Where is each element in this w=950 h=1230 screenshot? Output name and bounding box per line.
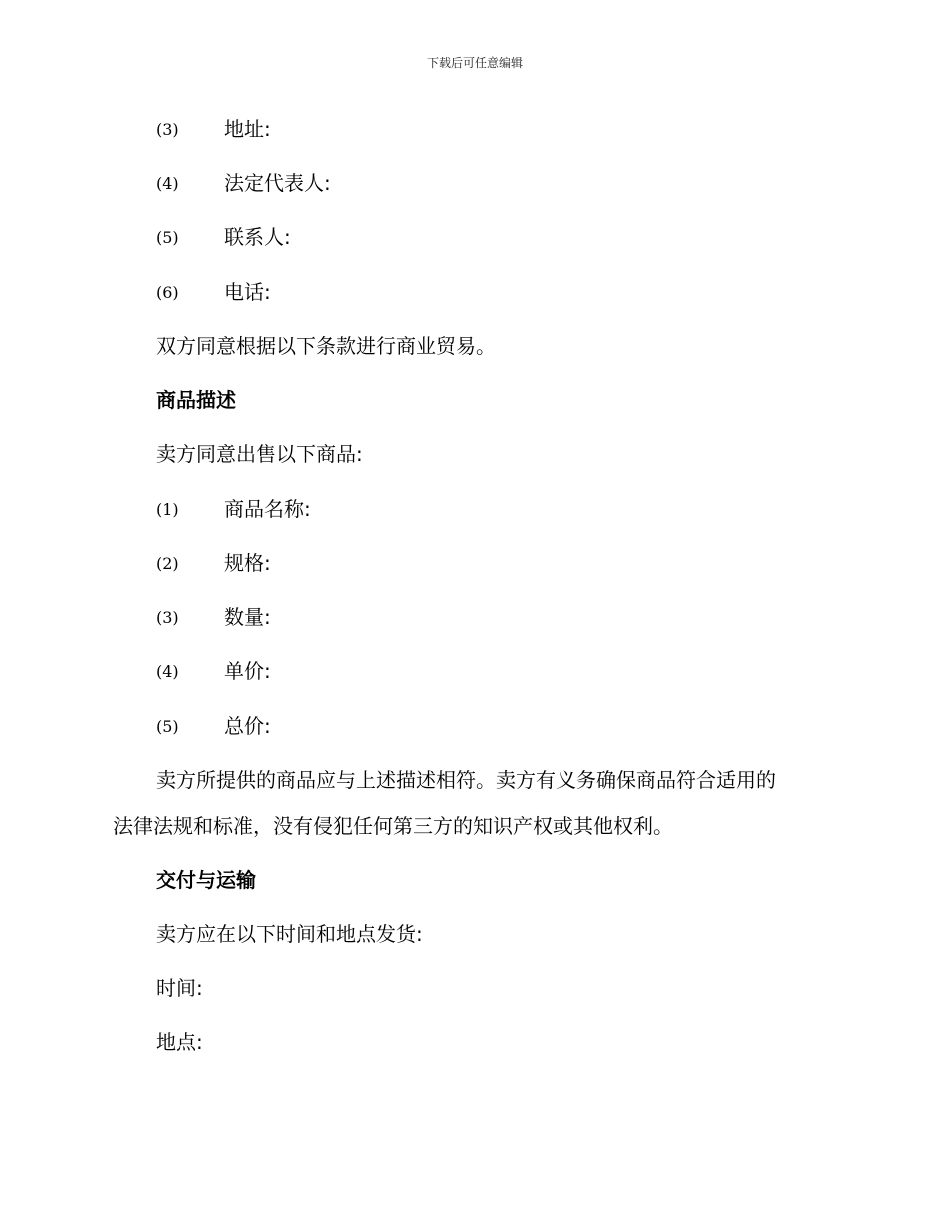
item-number: (4) bbox=[156, 174, 179, 193]
delivery-intro: 卖方应在以下时间和地点发货: bbox=[156, 922, 423, 946]
agreement-text: 双方同意根据以下条款进行商业贸易。 bbox=[156, 334, 496, 358]
goods-intro: 卖方同意出售以下商品: bbox=[156, 442, 363, 466]
item-label: 电话: bbox=[224, 280, 271, 304]
item-number: (5) bbox=[156, 228, 179, 247]
section-heading-delivery: 交付与运输 bbox=[156, 868, 256, 892]
item-number: (3) bbox=[156, 120, 179, 139]
item-label: 总价: bbox=[224, 714, 271, 738]
item-number: (3) bbox=[156, 608, 179, 627]
item-label: 地址: bbox=[224, 117, 271, 141]
item-label: 商品名称: bbox=[224, 497, 311, 521]
section-heading-goods: 商品描述 bbox=[156, 388, 236, 412]
item-number: (5) bbox=[156, 717, 179, 736]
goods-paragraph-line-1: 卖方所提供的商品应与上述描述相符。卖方有义务确保商品符合适用的 bbox=[156, 768, 776, 792]
item-number: (1) bbox=[156, 500, 179, 519]
item-label: 法定代表人: bbox=[224, 171, 331, 195]
item-label: 联系人: bbox=[224, 225, 291, 249]
delivery-place-label: 地点: bbox=[156, 1030, 203, 1054]
goods-paragraph-line-2: 法律法规和标准，没有侵犯任何第三方的知识产权或其他权利。 bbox=[113, 814, 673, 838]
item-number: (6) bbox=[156, 283, 179, 302]
item-label: 规格: bbox=[224, 551, 271, 575]
item-label: 单价: bbox=[224, 659, 271, 683]
item-label: 数量: bbox=[224, 605, 271, 629]
delivery-time-label: 时间: bbox=[156, 976, 203, 1000]
item-number: (2) bbox=[156, 554, 179, 573]
item-number: (4) bbox=[156, 662, 179, 681]
page-header: 下载后可任意编辑 bbox=[426, 56, 523, 70]
